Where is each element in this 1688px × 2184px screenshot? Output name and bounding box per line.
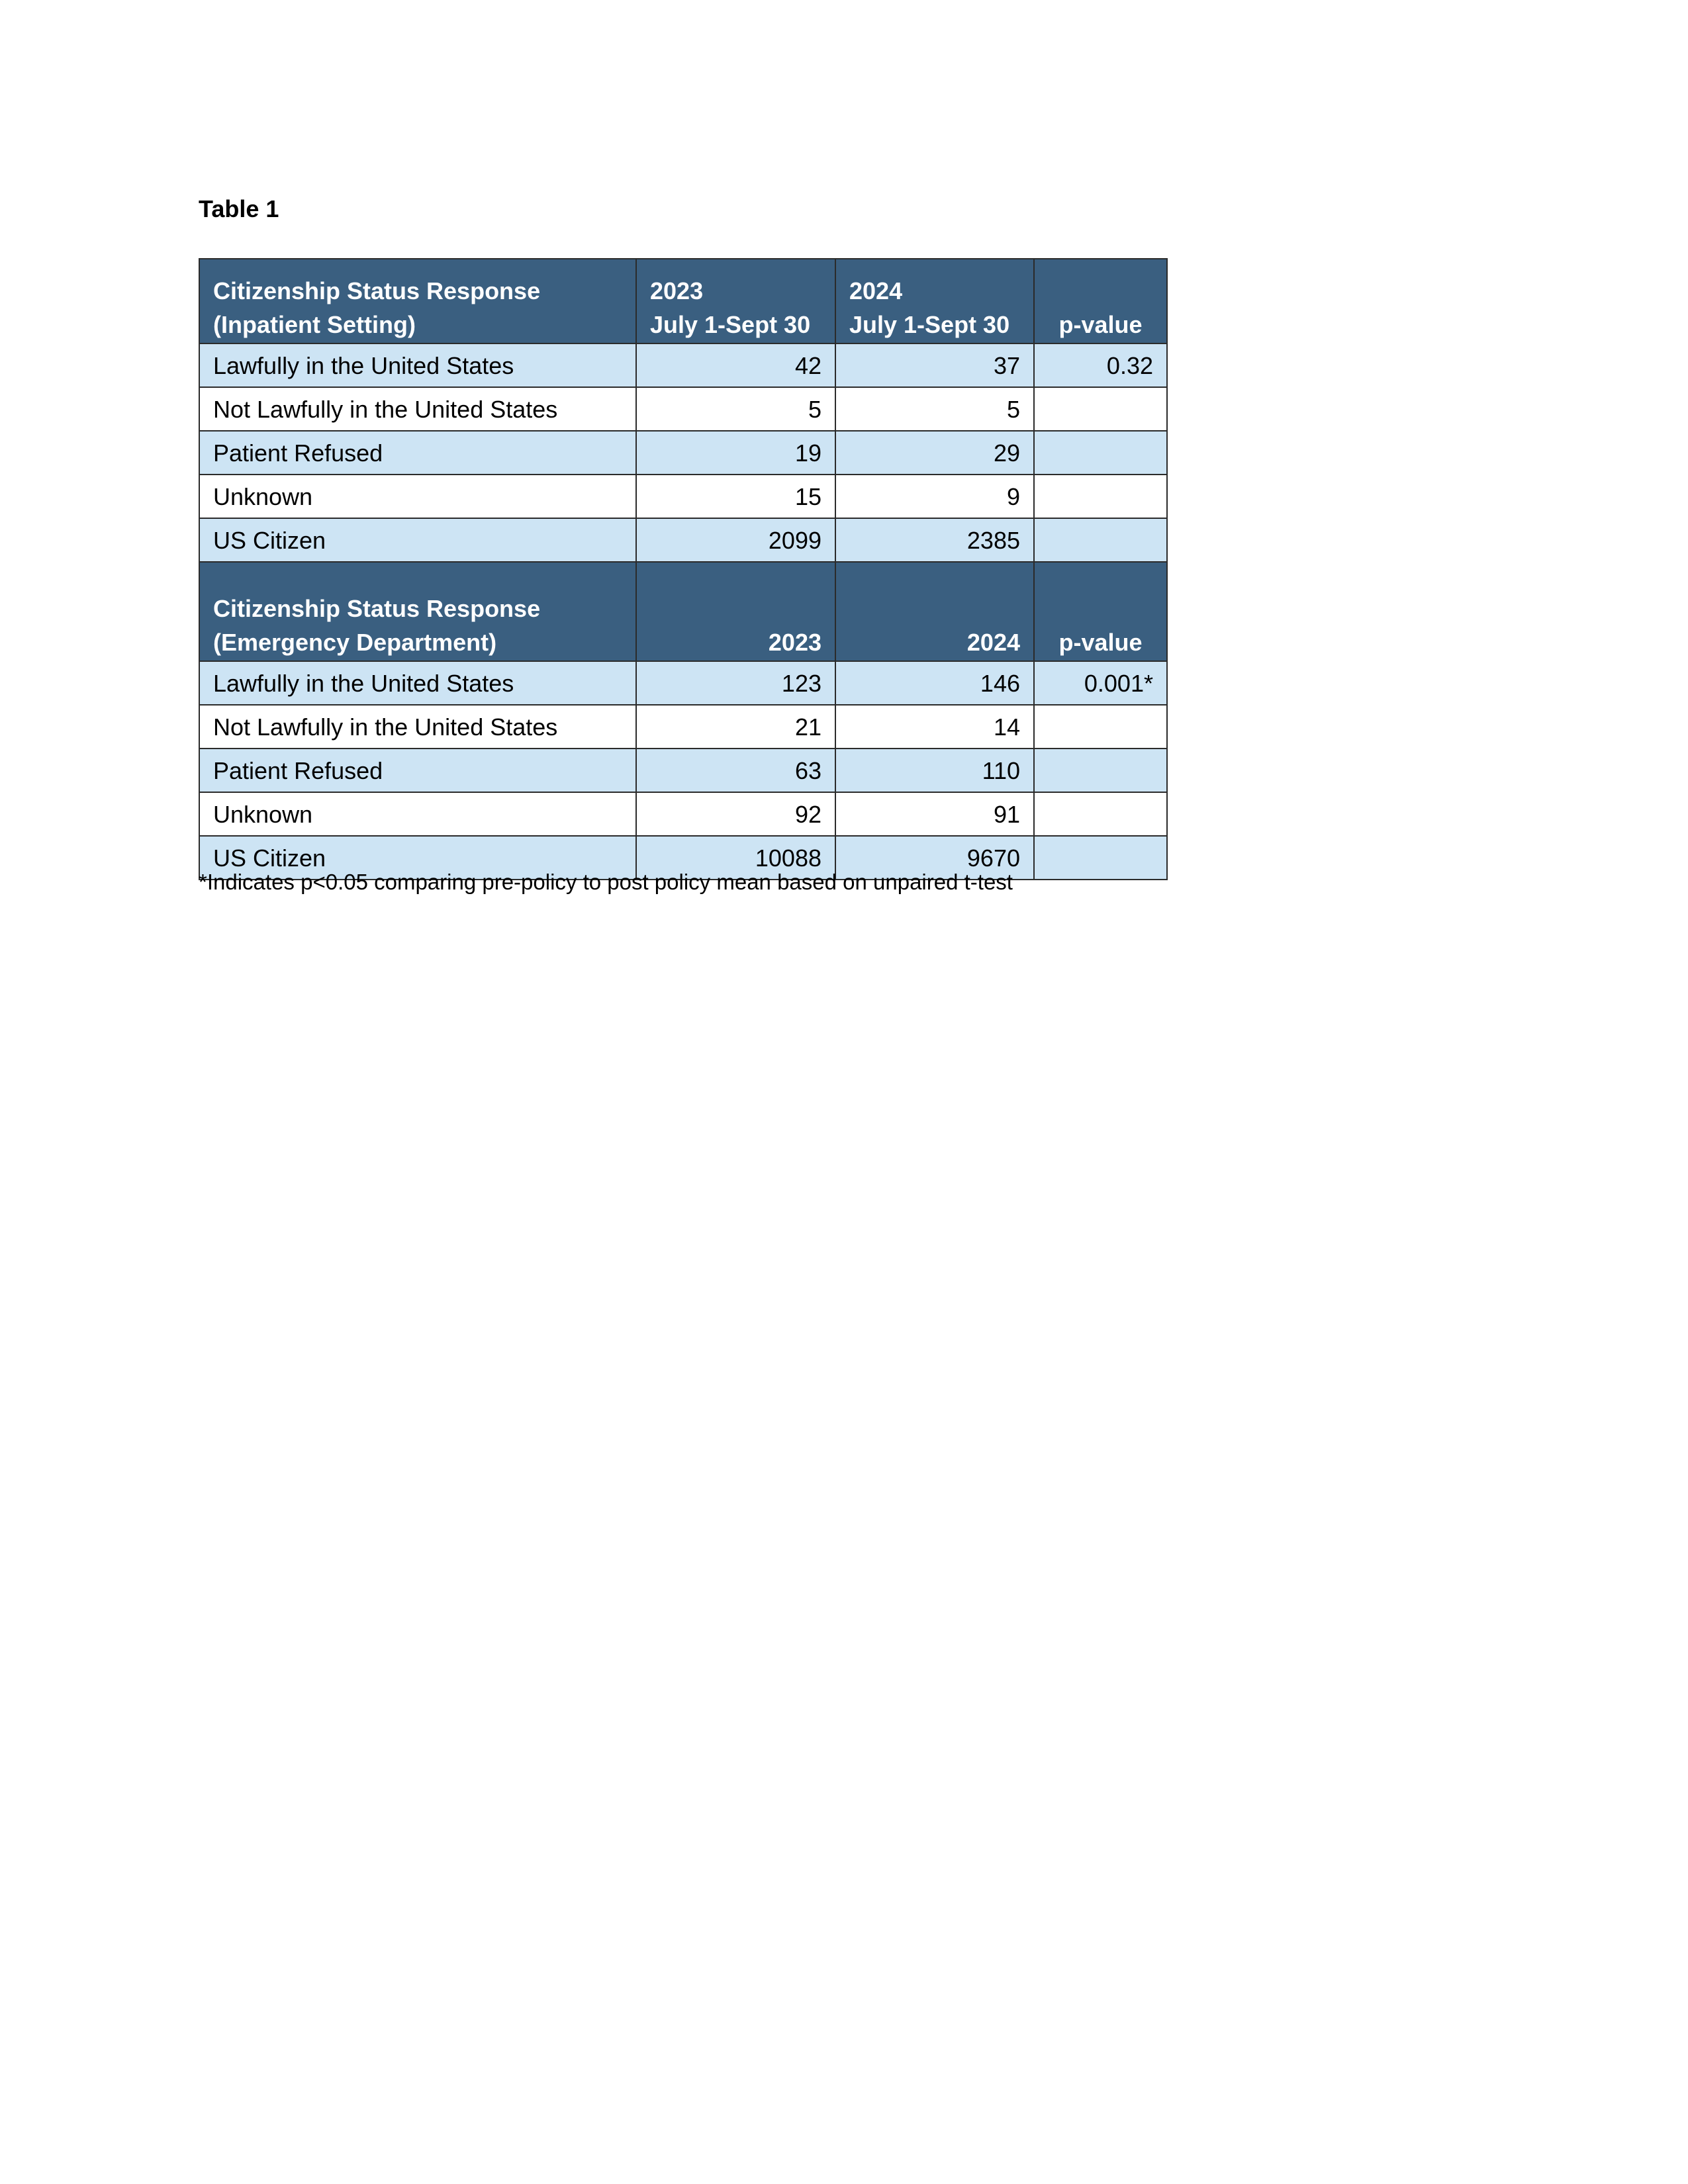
table-row	[199, 518, 1167, 562]
value-2023: 42	[636, 343, 835, 387]
table-title: Table 1	[199, 195, 279, 222]
row-label: US Citizen	[199, 836, 636, 880]
p-value: 0.32	[1034, 343, 1167, 387]
row-label: Unknown	[199, 792, 636, 836]
table-row	[199, 431, 1167, 475]
value-2024: 9670	[835, 836, 1034, 880]
inpatient-pvalue-header: p-value	[1034, 259, 1167, 343]
row-label: Not Lawfully in the United States	[199, 387, 636, 431]
inpatient-header-row	[199, 259, 1167, 343]
value-2024: 9	[835, 475, 1034, 518]
table-row	[199, 387, 1167, 431]
row-label: Lawfully in the United States	[199, 661, 636, 705]
table-row	[199, 661, 1167, 705]
value-2024: 146	[835, 661, 1034, 705]
p-value	[1034, 518, 1167, 562]
row-label: Not Lawfully in the United States	[199, 705, 636, 749]
value-2023: 92	[636, 792, 835, 836]
p-value	[1034, 836, 1167, 880]
row-label: Patient Refused	[199, 431, 636, 475]
emergency-category-header: Citizenship Status Response (Emergency Department)	[199, 562, 636, 661]
value-2023: 63	[636, 749, 835, 792]
p-value	[1034, 792, 1167, 836]
table-row	[199, 749, 1167, 792]
value-2024: 91	[835, 792, 1034, 836]
inpatient-2023-header: 2023 July 1-Sept 30	[636, 259, 835, 343]
value-2024: 110	[835, 749, 1034, 792]
table-row	[199, 705, 1167, 749]
table-footnote: *Indicates p<0.05 comparing pre-policy to post policy mean based on unpaired t-test	[199, 870, 1013, 894]
p-value	[1034, 705, 1167, 749]
inpatient-category-header: Citizenship Status Response (Inpatient Setting)	[199, 259, 636, 343]
p-value: 0.001*	[1034, 661, 1167, 705]
value-2023: 123	[636, 661, 835, 705]
table-row	[199, 475, 1167, 518]
value-2023: 10088	[636, 836, 835, 880]
inpatient-2024-header: 2024 July 1-Sept 30	[835, 259, 1034, 343]
p-value	[1034, 431, 1167, 475]
table-row	[199, 792, 1167, 836]
row-label: Patient Refused	[199, 749, 636, 792]
p-value	[1034, 475, 1167, 518]
emergency-2023-header: 2023	[636, 562, 835, 661]
emergency-2024-header: 2024	[835, 562, 1034, 661]
emergency-header-row	[199, 562, 1167, 661]
value-2024: 29	[835, 431, 1034, 475]
emergency-pvalue-header: p-value	[1034, 562, 1167, 661]
value-2023: 5	[636, 387, 835, 431]
p-value	[1034, 749, 1167, 792]
value-2024: 37	[835, 343, 1034, 387]
value-2024: 2385	[835, 518, 1034, 562]
value-2023: 21	[636, 705, 835, 749]
row-label: US Citizen	[199, 518, 636, 562]
value-2024: 5	[835, 387, 1034, 431]
p-value	[1034, 387, 1167, 431]
row-label: Unknown	[199, 475, 636, 518]
row-label: Lawfully in the United States	[199, 343, 636, 387]
value-2023: 2099	[636, 518, 835, 562]
table-row	[199, 343, 1167, 387]
value-2024: 14	[835, 705, 1034, 749]
citizenship-table	[199, 258, 1168, 880]
value-2023: 19	[636, 431, 835, 475]
value-2023: 15	[636, 475, 835, 518]
